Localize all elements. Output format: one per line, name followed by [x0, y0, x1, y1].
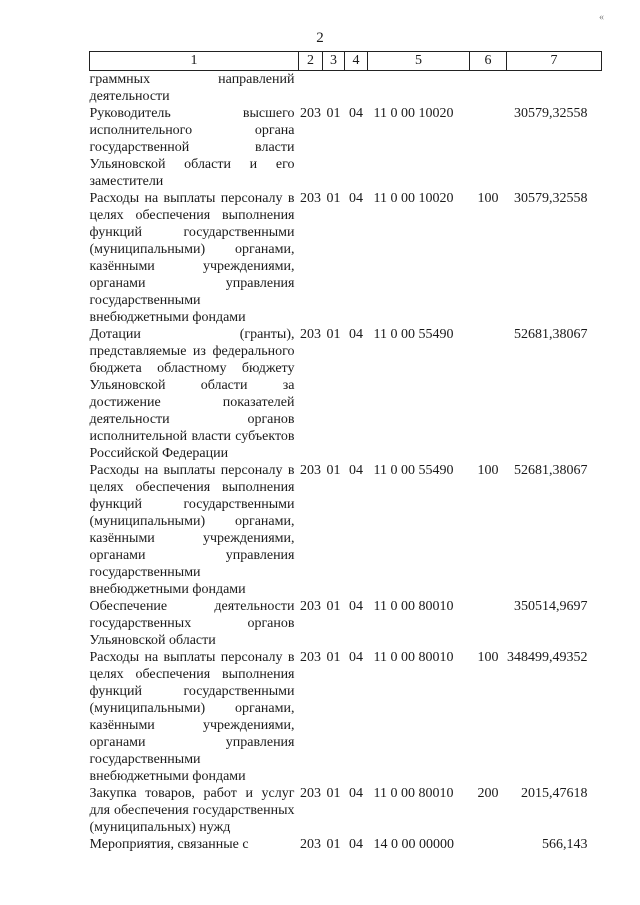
row-name: Закупка товаров, работ и услуг для обеспечения государственных (муниципальных) нужд: [89, 786, 295, 835]
table-row: [90, 462, 602, 598]
header-col-6: 6: [470, 52, 507, 71]
header-col-5: 5: [368, 52, 470, 71]
row-expense-type: 200: [477, 786, 499, 801]
row-amount: 30579,32558: [514, 191, 588, 206]
row-expense-type: [470, 326, 507, 462]
row-name: Мероприятия, связанные с: [89, 837, 249, 852]
row-amount: 52681,38067: [514, 463, 588, 478]
row-expense-type: [470, 836, 507, 853]
row-expense-type: 100: [477, 650, 499, 665]
row-ministry-code: 203: [300, 463, 321, 478]
row-target-code: 11 0 00 80010: [373, 786, 454, 801]
header-col-1: 1: [90, 52, 299, 71]
row-ministry-code: 203: [300, 106, 321, 121]
budget-table-sheet: [89, 51, 601, 853]
row-ministry-code: [299, 71, 323, 106]
row-amount: 348499,49352: [507, 650, 588, 665]
row-section-code: [323, 71, 345, 106]
row-name: Расходы на выплаты персоналу в целях обеспечения выполнения функций государственными (муниципальными) органами, казёнными учреждениями, органами управления государственными внебюджетными фондами: [89, 191, 295, 325]
row-subsection-code: 04: [349, 106, 363, 121]
table-row: [90, 326, 602, 462]
header-col-3: 3: [323, 52, 345, 71]
header-col-4: 4: [345, 52, 368, 71]
table-row: [90, 785, 602, 836]
row-target-code: 11 0 00 80010: [373, 599, 454, 614]
row-amount: 566,143: [542, 837, 588, 852]
row-target-code: 11 0 00 80010: [373, 650, 454, 665]
row-amount: 30579,32558: [514, 106, 588, 121]
row-amount: 2015,47618: [521, 786, 588, 801]
row-ministry-code: 203: [300, 837, 321, 852]
row-section-code: 01: [326, 327, 341, 342]
budget-table: [89, 51, 602, 853]
row-section-code: 01: [326, 599, 341, 614]
row-ministry-code: 203: [300, 650, 321, 665]
row-expense-type: 100: [477, 463, 499, 478]
row-target-code: [368, 71, 470, 106]
row-target-code: 11 0 00 10020: [373, 191, 454, 206]
row-ministry-code: 203: [300, 191, 321, 206]
row-ministry-code: 203: [300, 327, 321, 342]
row-expense-type: [470, 71, 507, 106]
row-name: Расходы на выплаты персоналу в целях обеспечения выполнения функций государственными (муниципальными) органами, казёнными учреждениями, органами управления государственными внебюджетными фондами: [89, 463, 295, 597]
table-row: [90, 649, 602, 785]
table-row: [90, 105, 602, 190]
row-expense-type: [470, 105, 507, 190]
row-amount: 350514,9697: [514, 599, 588, 614]
table-row: [90, 190, 602, 326]
row-section-code: 01: [326, 191, 341, 206]
table-row: [90, 598, 602, 649]
row-subsection-code: 04: [349, 599, 363, 614]
row-target-code: 14 0 00 00000: [373, 837, 454, 852]
page-number: 2: [316, 30, 324, 46]
row-subsection-code: [345, 71, 368, 106]
row-ministry-code: 203: [300, 786, 321, 801]
row-target-code: 11 0 00 55490: [373, 463, 454, 478]
corner-mark: «: [599, 12, 604, 23]
row-amount: [507, 71, 602, 106]
row-section-code: 01: [326, 786, 341, 801]
header-col-7: 7: [507, 52, 602, 71]
row-name: граммных направлений деятельности: [89, 72, 295, 104]
row-section-code: 01: [326, 106, 341, 121]
header-col-2: 2: [299, 52, 323, 71]
row-subsection-code: 04: [349, 650, 363, 665]
row-subsection-code: 04: [349, 837, 363, 852]
row-expense-type: [470, 598, 507, 649]
row-subsection-code: 04: [349, 463, 363, 478]
row-amount: 52681,38067: [514, 327, 588, 342]
row-expense-type: 100: [477, 191, 499, 206]
row-target-code: 11 0 00 55490: [373, 327, 454, 342]
row-subsection-code: 04: [349, 786, 363, 801]
row-name: Обеспечение деятельности государственных органов Ульяновской области: [89, 599, 295, 648]
table-row: [90, 836, 602, 853]
row-section-code: 01: [326, 650, 341, 665]
row-section-code: 01: [326, 463, 341, 478]
row-name: Руководитель высшего исполнительного органа государственной власти Ульяновской области и его заместители: [89, 106, 295, 189]
row-ministry-code: 203: [300, 599, 321, 614]
row-subsection-code: 04: [349, 327, 363, 342]
row-target-code: 11 0 00 10020: [373, 106, 454, 121]
row-name: Расходы на выплаты персоналу в целях обеспечения выполнения функций государственными (муниципальными) органами, казёнными учреждениями, органами управления государственными внебюджетными фондами: [89, 650, 295, 784]
table-body: [90, 71, 602, 854]
row-name: Дотации (гранты), представляемые из федерального бюджета областному бюджету Ульяновской области за достижение показателей деятельности органов исполнительной власти субъектов Российской Федерации: [89, 327, 295, 461]
row-section-code: 01: [326, 837, 341, 852]
row-subsection-code: 04: [349, 191, 363, 206]
table-header: [90, 52, 602, 71]
table-row: [90, 71, 602, 106]
